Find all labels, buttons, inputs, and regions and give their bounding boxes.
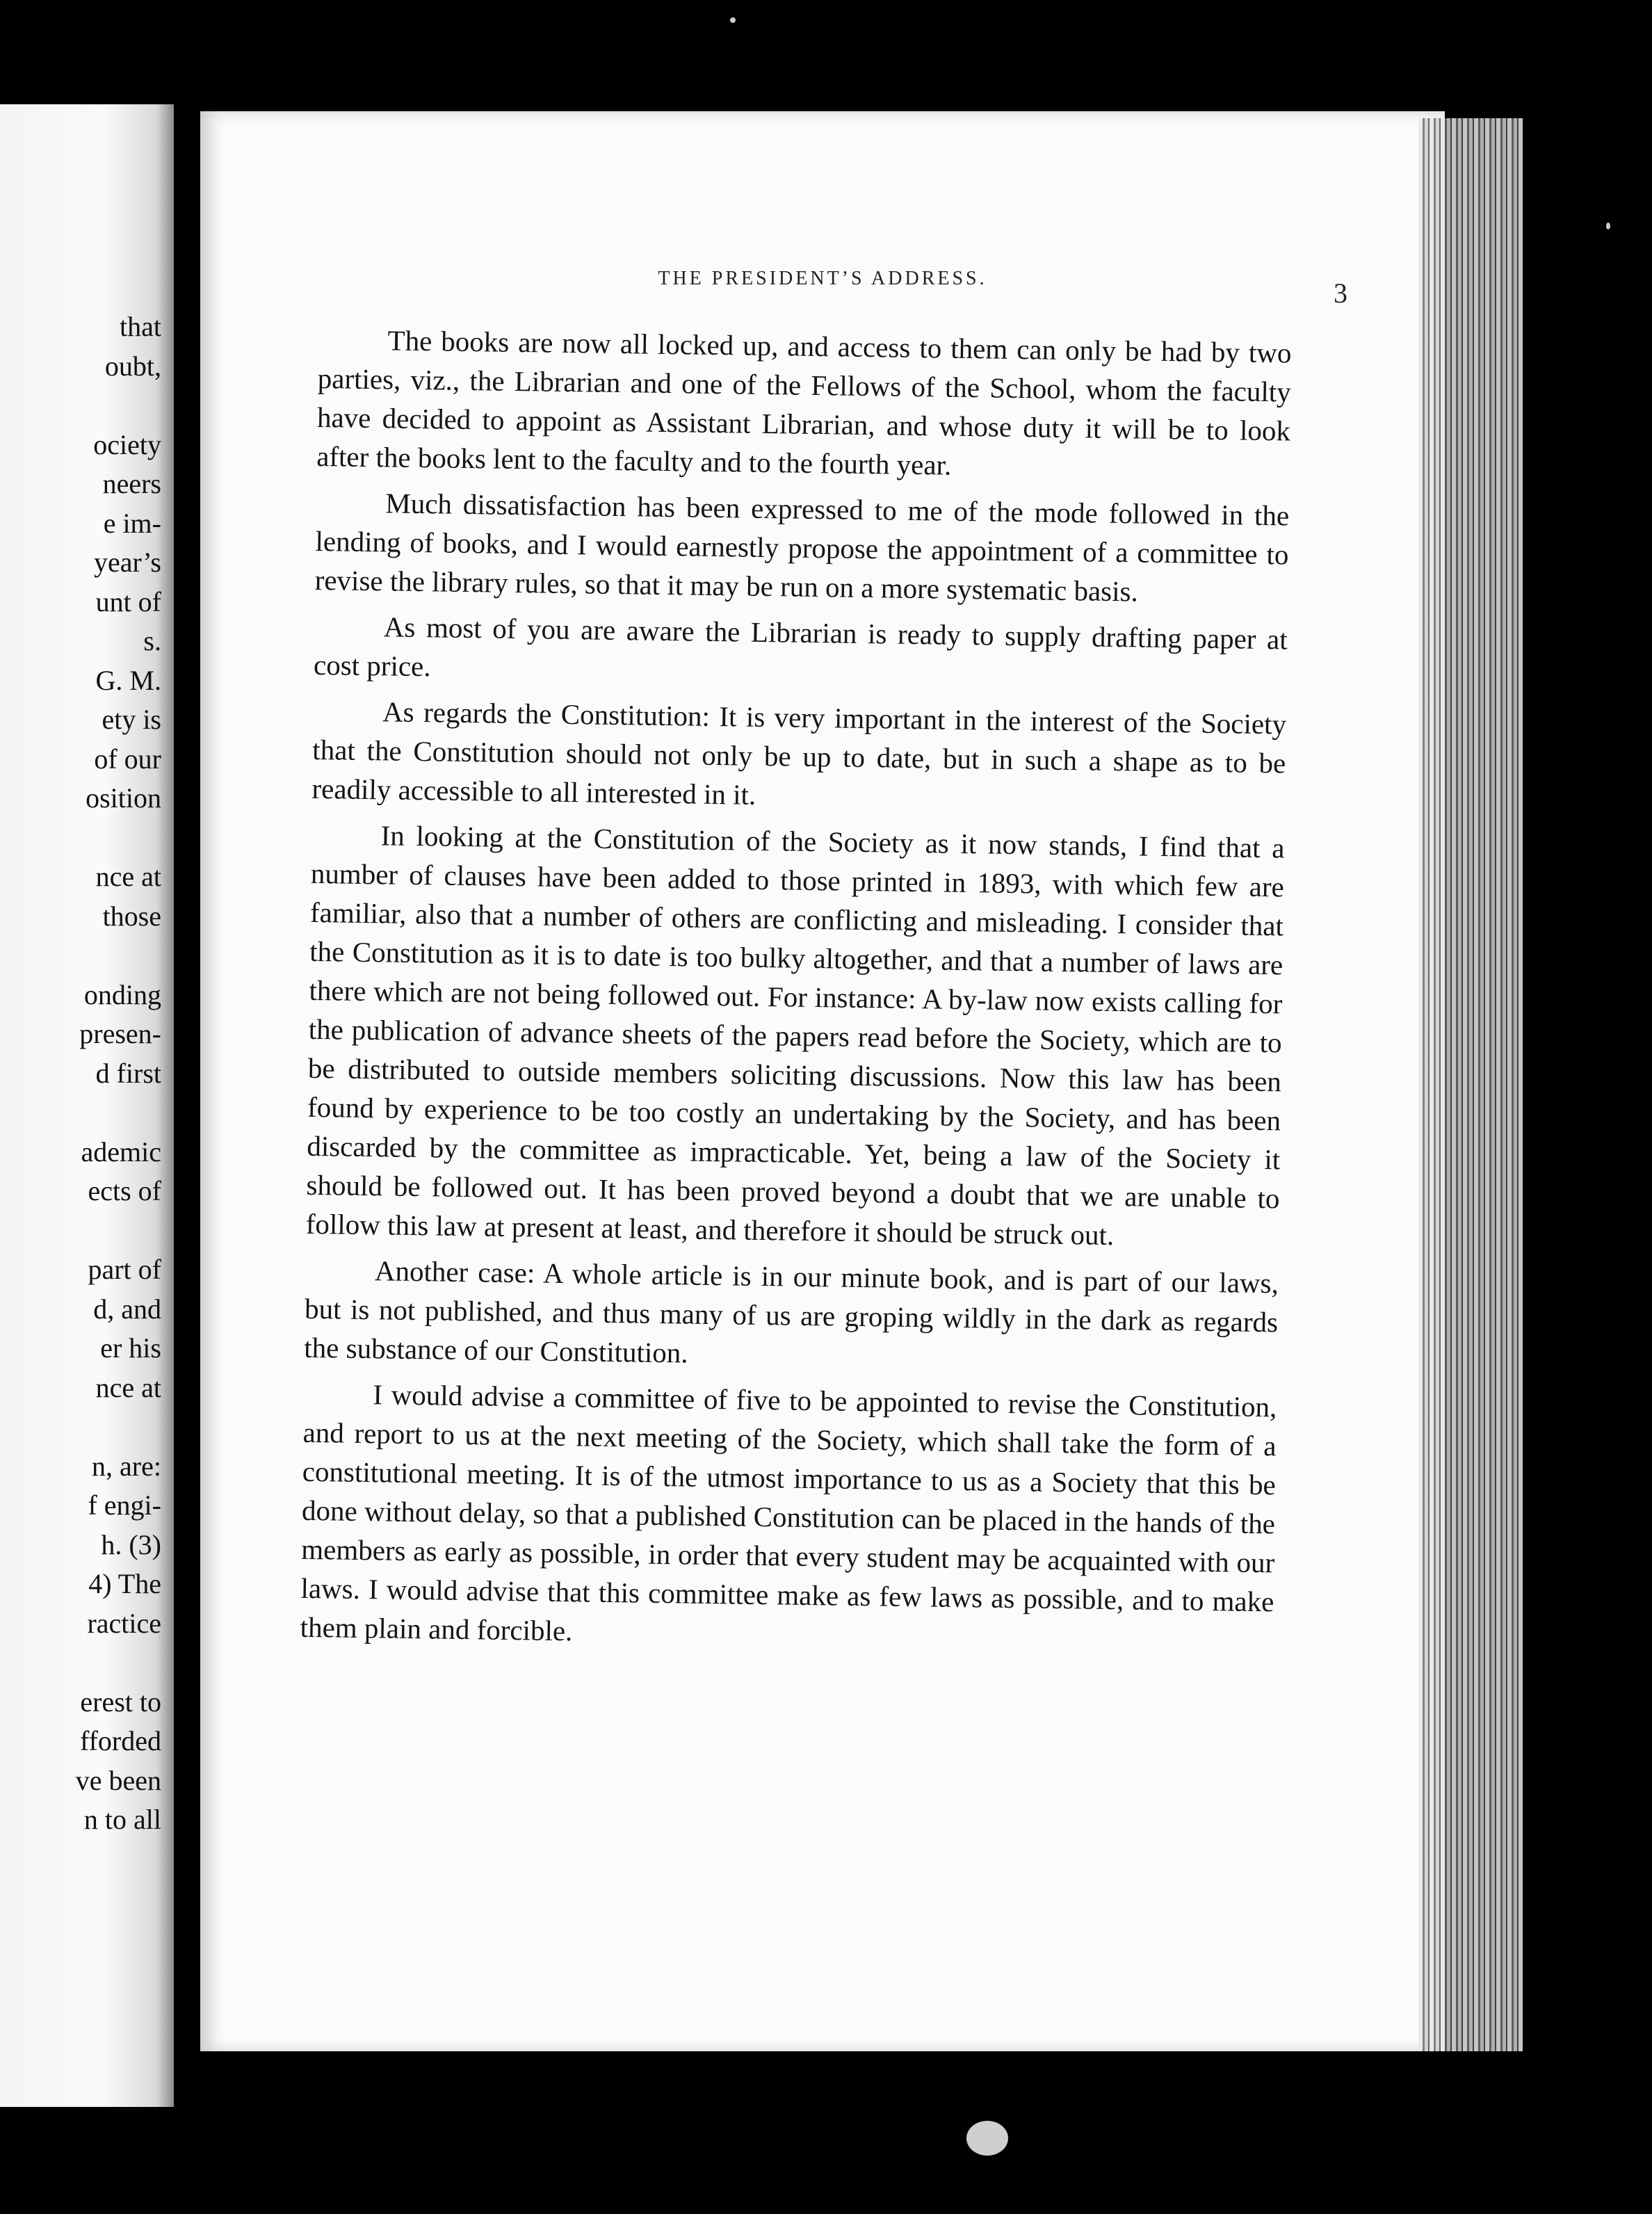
dust-speck [966, 2121, 1008, 2156]
left-page-line: h. (3) [101, 1528, 161, 1560]
left-page-line: ractice [87, 1607, 161, 1639]
left-page-line: ects of [88, 1175, 161, 1206]
left-page-line: part of [88, 1254, 161, 1285]
left-page-line: osition [86, 782, 161, 814]
left-page-line: those [102, 900, 161, 932]
left-page-line: year’s [94, 547, 161, 578]
left-page-line: unt of [95, 585, 161, 617]
running-head: THE PRESIDENT’S ADDRESS. [658, 268, 987, 289]
paragraph: The books are now all locked up, and access to them can only be had by two parties, viz., the Librarian and one of the Fellows of the School, whom the faculty have decided to appoint as Assistant Librarian, and whose duty it will be to look after the books lent to the faculty and to the fourth year. [316, 324, 1292, 481]
left-page-line: presen- [79, 1018, 161, 1049]
left-page-line: f engi- [88, 1489, 161, 1521]
left-page-fragment [0, 104, 174, 2107]
paragraph: As most of you are aware the Librarian is ready to supply drafting paper at cost price. [313, 611, 1288, 683]
left-page-line: d, and [93, 1293, 161, 1325]
left-page-line: ademic [81, 1136, 161, 1167]
paragraph: Another case: A whole article is in our minute book, and is part of our laws, but is not published, and thus many of us are groping wildly in the dark as regards the substance of our Constitution. [304, 1254, 1279, 1369]
left-page-line: G. M. [95, 664, 161, 696]
left-page-line: ve been [75, 1764, 161, 1796]
left-page-line: s. [143, 625, 161, 656]
left-page-line: onding [83, 978, 161, 1010]
left-page-line: ety is [102, 704, 161, 735]
paragraph: In looking at the Constitution of the Society as it now stands, I find that a number of clauses have been added to those printed in 1893, with which few are familiar, also that a number of others are conflicting and misleading. I consider that the Constitution as it is to date is too bulky altogether, and that a number of laws are there which are not being followed out. For instance: A by-law now exists calling for the publication of advance sheets of the papers read before the Society, which are to be distributed to outside members soliciting discussions. Now this law has been found by experience to be too costly an undertaking by the Society, and has been discarded by the committee as impracticable. Yet, being a law of the Society it should be followed out. It has been proved beyond a doubt that we are unable to follow this law at present at least, and therefore it should be struck out. [305, 819, 1285, 1252]
right-page [200, 111, 1445, 2051]
dust-speck [1606, 223, 1610, 229]
body-text [300, 320, 1292, 1667]
left-page-line: n, are: [92, 1450, 161, 1482]
left-page-line: n to all [83, 1804, 161, 1835]
paragraph: As regards the Constitution: It is very important in the interest of the Society that the Constitution should not only be up to date, but in such a shape as to be readily accessible to all interested in it. [311, 695, 1287, 811]
left-page-line: of our [94, 743, 161, 775]
book-page-edges [1418, 118, 1523, 2051]
left-page-line: oubt, [104, 350, 161, 382]
left-page-line: fforded [80, 1725, 161, 1756]
left-page-line: nce at [95, 1371, 161, 1403]
left-page-line: erest to [80, 1686, 161, 1718]
left-page-line: e im- [103, 507, 161, 539]
left-page-line: d first [95, 1057, 161, 1089]
paragraph: I would advise a committee of five to be appointed to revise the Constitution, and report to us at the next meeting of the Society, which shall take the form of a constitutional meeting. It is of the utmost importance to us as a Society that this be done without delay, so that a published Constitution can be placed in the hands of the members as early as possible, in order that every student may be acquainted with our laws. I would advise that this committee make as few laws as possible, and to make them plain and forcible. [300, 1378, 1277, 1647]
left-page-line: 4) The [88, 1568, 161, 1599]
left-page-line: ociety [93, 428, 161, 460]
page-number: 3 [1334, 277, 1347, 309]
left-page-line: neers [102, 468, 161, 499]
paragraph: Much dissatisfaction has been expressed to me of the mode followed in the lending of books, and I would earnestly propose the appointment of a committee to revise the library rules, so that it may be run on a more systematic basis. [314, 487, 1290, 608]
left-page-line: nce at [95, 861, 161, 892]
left-page-line: that [120, 311, 161, 342]
dust-speck [730, 17, 736, 23]
left-page-line: er his [100, 1332, 161, 1364]
